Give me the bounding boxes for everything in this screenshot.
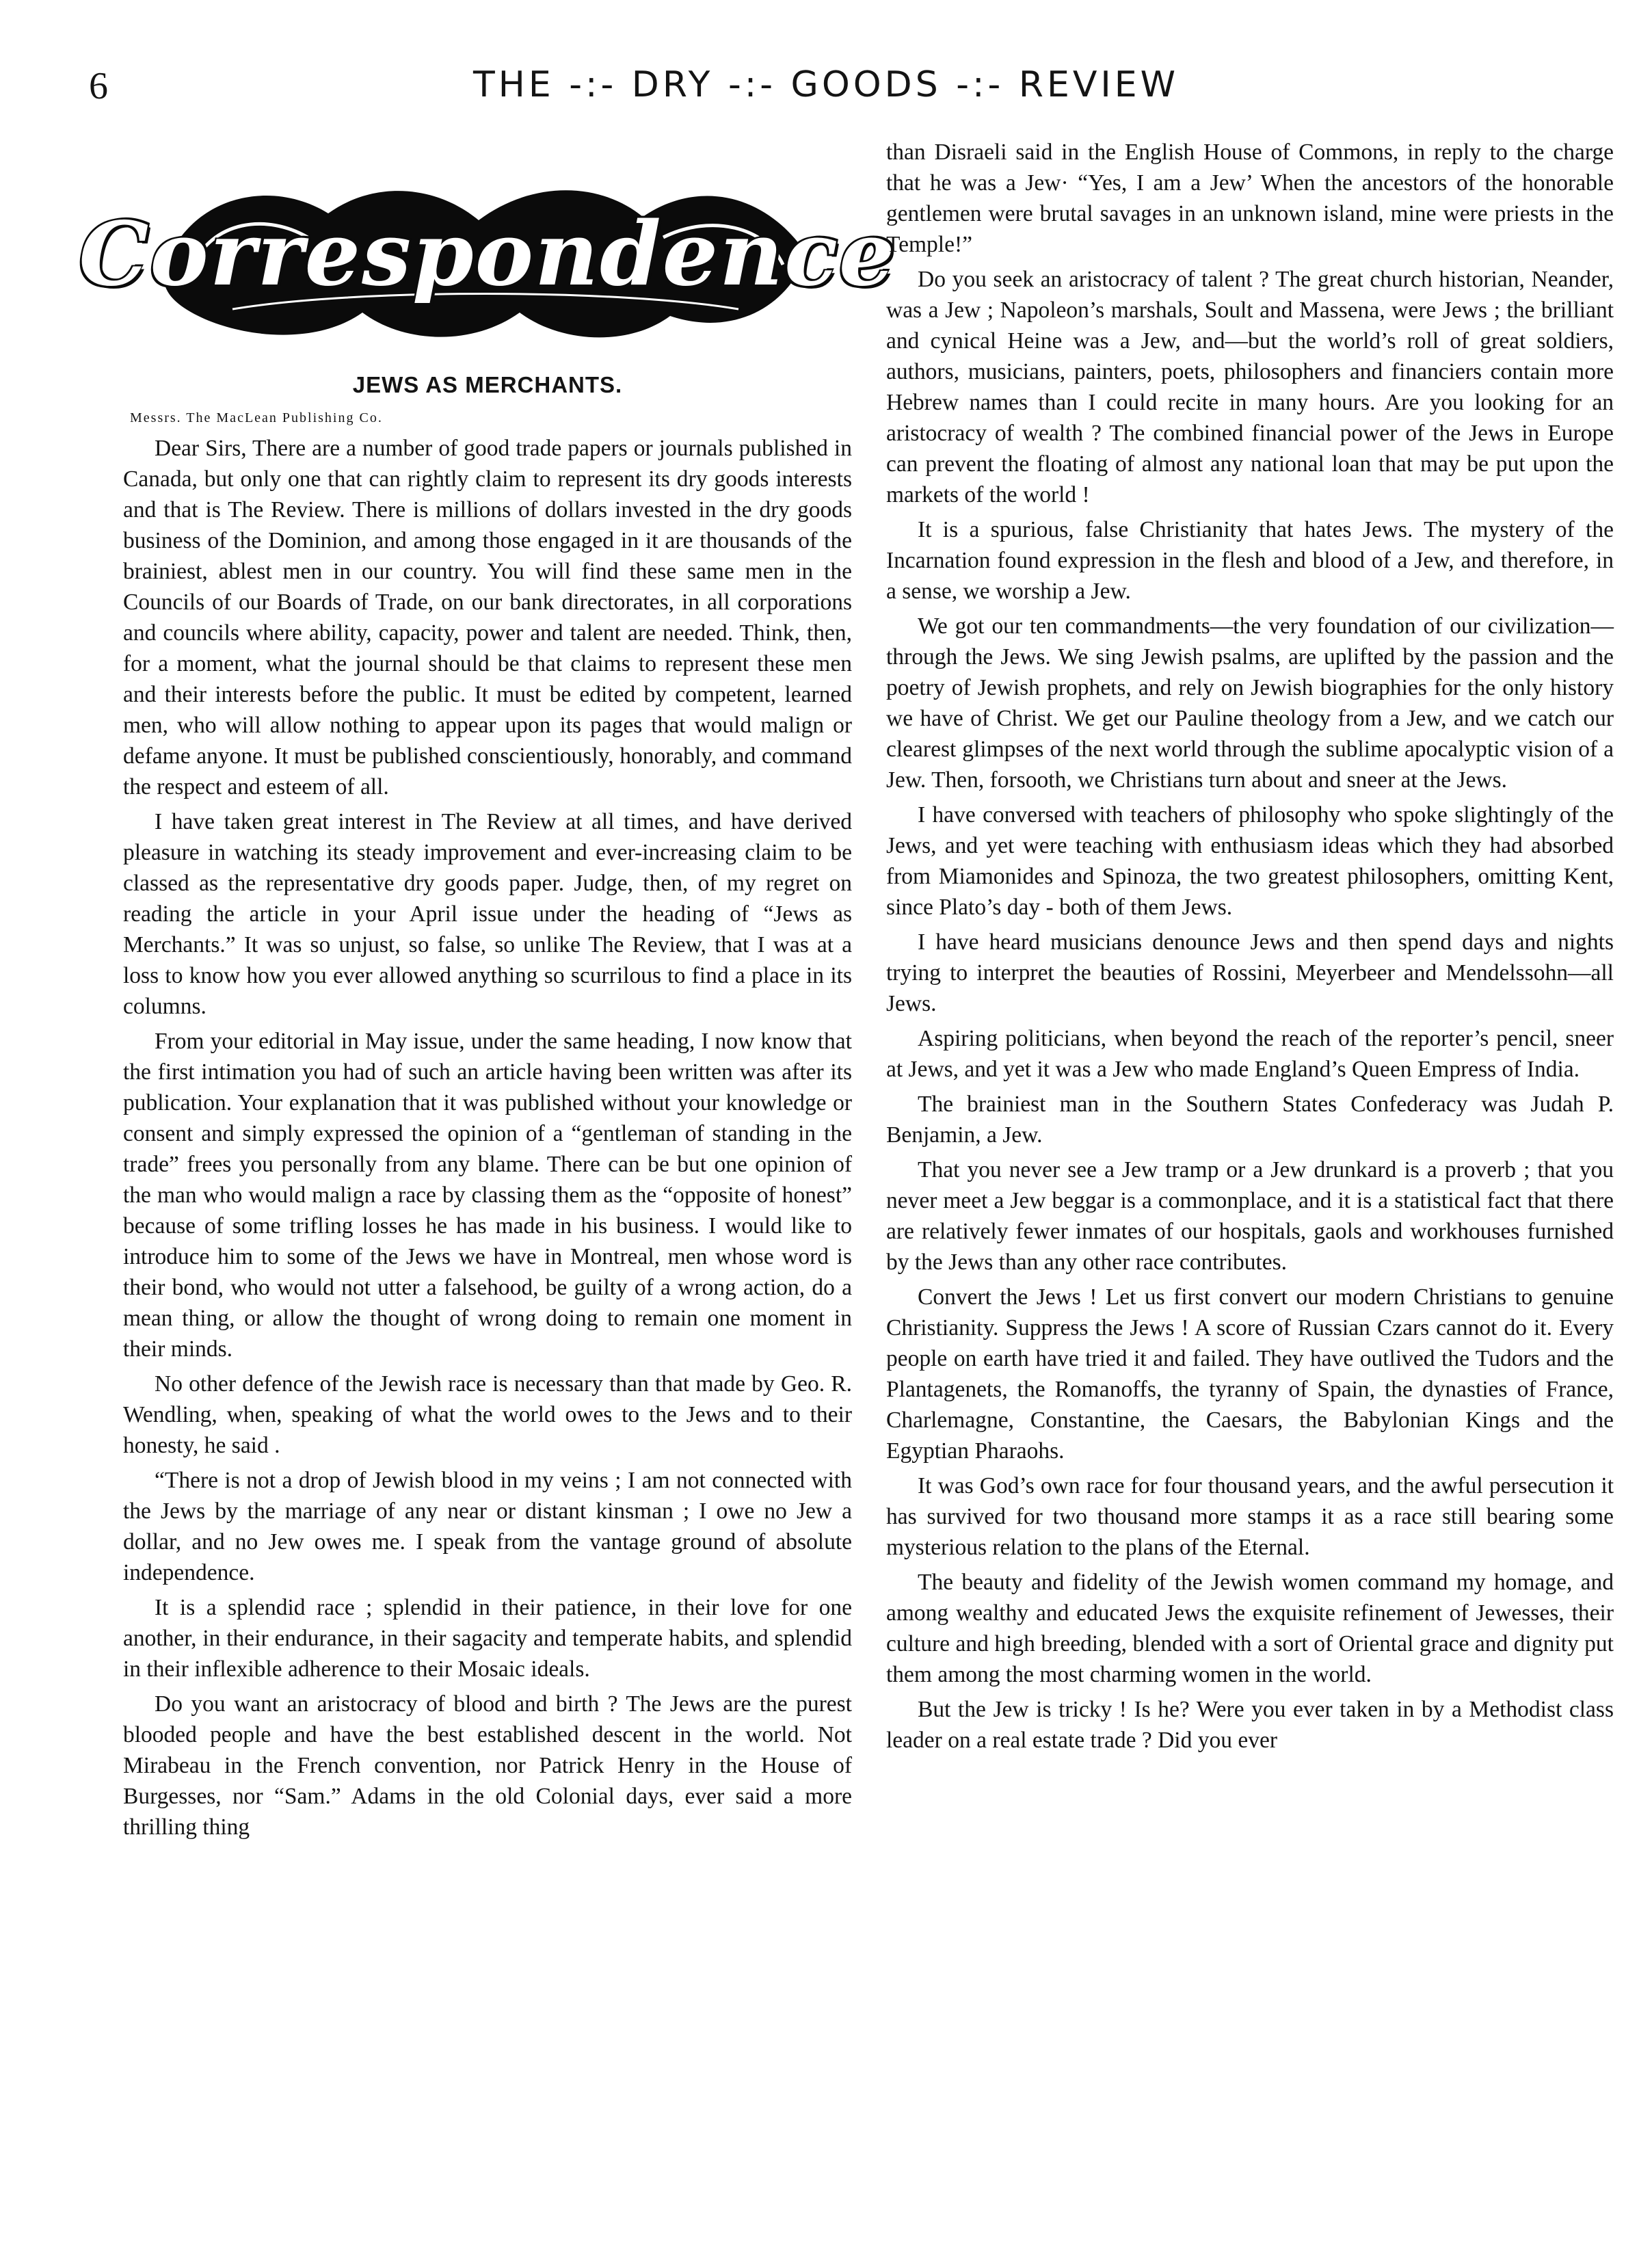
left-paragraph: From your editorial in May issue, under the same heading, I now know that the first intimation you had of such an article having been written was after its publication. Your explanation that it was published without your knowledge or consent and simply expressed the opinion of a “gentleman of standing in the trade” frees you personally from any blame. There can be but one opinion of the man who would malign a race by classing them as the “opposite of honest” because of some trifling losses he has made in his business. I would like to introduce him to some of the Jews we have in Montreal, men whose word is their bond, who would not utter a falsehood, be guilty of a wrong action, do a mean thing, or allow the thought of wrong doing to remain one moment in their minds.: [123, 1029, 852, 1362]
left-paragraph: No other defence of the Jewish race is necessary than that made by Geo. R. Wendling, when, speaking of what the world owes to the Jews and to their honesty, he said .: [123, 1371, 852, 1458]
right-paragraph: Convert the Jews ! Let us first convert our modern Christians to genuine Christianity. Suppress the Jews ! A score of Russian Czars cannot do it. Every people on earth have tried it and failed. They have outlived the Tudors and the Plantagenets, the Romanoffs, the tyranny of Spain, the dynasties of France, Charlemagne, Constantine, the Caesars, the Babylonian Kings and the Egyptian Pharaohs.: [886, 1284, 1614, 1464]
page-number: 6: [89, 65, 108, 107]
right-paragraph: It was God’s own race for four thousand years, and the awful persecution it has survived for two thousand more stamps it as a race still bearing some mysterious relation to the plans of the Eternal.: [886, 1473, 1614, 1560]
left-paragraph: “There is not a drop of Jewish blood in my veins ; I am not connected with the Jews by the marriage of any near or distant kinsman ; I owe no Jew a dollar, and no Jew owes me. I speak from the vantage ground of absolute independence.: [123, 1468, 852, 1585]
right-paragraph: But the Jew is tricky ! Is he? Were you ever taken in by a Methodist class leader on a real estate trade ? Did you ever: [886, 1697, 1614, 1753]
right-paragraph: We got our ten commandments—the very foundation of our civilization—through the Jews. We sing Jewish psalms, are uplifted by the passion and the poetry of Jewish prophets, and rely on Jewish biographies for the only history we have of Christ. We get our Pauline theology from a Jew, and we catch our clearest glimpses of the next world through the sublime apocalyptic vision of a Jew. Then, forsooth, we Christians turn about and sneer at the Jews.: [886, 613, 1614, 793]
article-title: JEWS AS MERCHANTS.: [352, 372, 623, 397]
left-paragraph: I have taken great interest in The Review at all times, and have derived pleasure in watching its steady improvement and ever-increasing claim to be classed as the representative dry goods paper. Judge, then, of my regret on reading the article in your April issue under the heading of “Jews as Merchants.” It was so unjust, so false, so unlike The Review, that I was at a loss to know how you ever allowed anything so scurrilous to find a place in its columns.: [123, 809, 852, 1019]
salutation: Messrs. The MacLean Publishing Co.: [130, 410, 383, 425]
right-paragraph: It is a spurious, false Christianity that hates Jews. The mystery of the Incarnation found expression in the flesh and blood of a Jew, and therefore, in a sense, we worship a Jew.: [886, 517, 1614, 604]
right-column: [886, 137, 1614, 1760]
correspondence-banner: [79, 152, 896, 357]
left-paragraph: It is a splendid race ; splendid in their patience, in their love for one another, in their endurance, in their sagacity and temperate habits, and splendid in their inflexible adherence to their Mosaic ideals.: [123, 1595, 852, 1682]
left-column: [79, 152, 896, 1847]
right-paragraph: That you never see a Jew tramp or a Jew drunkard is a proverb ; that you never meet a Jew beggar is a commonplace, and it is a statistical fact that there are relatively fewer inmates of our hospitals, gaols and workhouses furnished by the Jews than any other race contributes.: [886, 1157, 1614, 1275]
right-paragraph: I have conversed with teachers of philosophy who spoke slightingly of the Jews, and yet were teaching with enthusiasm ideas which they had absorbed from Miamonides and Spinoza, the two greatest philosophers, omitting Kent, since Plato’s day - both of them Jews.: [886, 802, 1614, 920]
masthead-title: THE -:- DRY -:- GOODS -:- REVIEW: [472, 64, 1179, 105]
right-paragraph: The beauty and fidelity of the Jewish women command my homage, and among wealthy and educated Jews the exquisite refinement of Jewesses, their culture and high breeding, blended with a sort of Oriental grace and dignity put them among the most charming women in the world.: [886, 1570, 1614, 1687]
left-paragraph: Dear Sirs, There are a number of good trade papers or journals published in Canada, but only one that can rightly claim to represent its dry goods interests and that is The Review. There is millions of dollars invested in the dry goods business of the Dominion, and among those engaged in it are thousands of the brainiest, ablest men in our country. You will find these same men in the Councils of our Boards of Trade, on our bank directorates, in all corporations and councils where ability, capacity, power and talent are needed. Think, then, for a moment, what the journal should be that claims to represent these men and their interests before the public. It must be edited by competent, learned men, who will allow nothing to appear upon its pages that would malign or defame anyone. It must be published conscientiously, honorably, and command the respect and esteem of all.: [123, 436, 852, 800]
right-paragraph: Do you seek an aristocracy of talent ? The great church historian, Neander, was a Jew ; Napoleon’s marshals, Soult and Massena, were Jews ; the brilliant and cynical Heine was a Jew, and—but the world’s roll of great soldiers, authors, musicians, painters, poets, philosophers and financiers contain more Hebrew names than I could recite in many hours. Are you looking for an aristocracy of wealth ? The combined financial power of the Jews in Europe can prevent the floating of almost any national loan that may be put upon the markets of the world !: [886, 267, 1614, 507]
right-paragraph: I have heard musicians denounce Jews and then spend days and nights trying to interpret the beauties of Rossini, Meyerbeer and Mendelssohn—all Jews.: [886, 929, 1614, 1016]
correspondence-banner-text: Correspondence: [79, 203, 896, 306]
right-paragraph: Aspiring politicians, when beyond the reach of the reporter’s pencil, sneer at Jews, and yet it was a Jew who made England’s Queen Empress of India.: [886, 1026, 1614, 1082]
right-paragraph: The brainiest man in the Southern States Confederacy was Judah P. Benjamin, a Jew.: [886, 1092, 1614, 1148]
left-paragraph: Do you want an aristocracy of blood and birth ? The Jews are the purest blooded people and have the best established descent in the world. Not Mirabeau in the French convention, nor Patrick Henry in the House of Burgesses, nor “Sam.” Adams in the old Colonial days, ever said a more thrilling thing: [123, 1691, 852, 1840]
right-paragraph: than Disraeli said in the English House of Commons, in reply to the charge that he was a Jew· “Yes, I am a Jew’ When the ancestors of the honorable gentlemen were brutal savages in an unknown island, mine were priests in the Temple!”: [886, 140, 1614, 257]
